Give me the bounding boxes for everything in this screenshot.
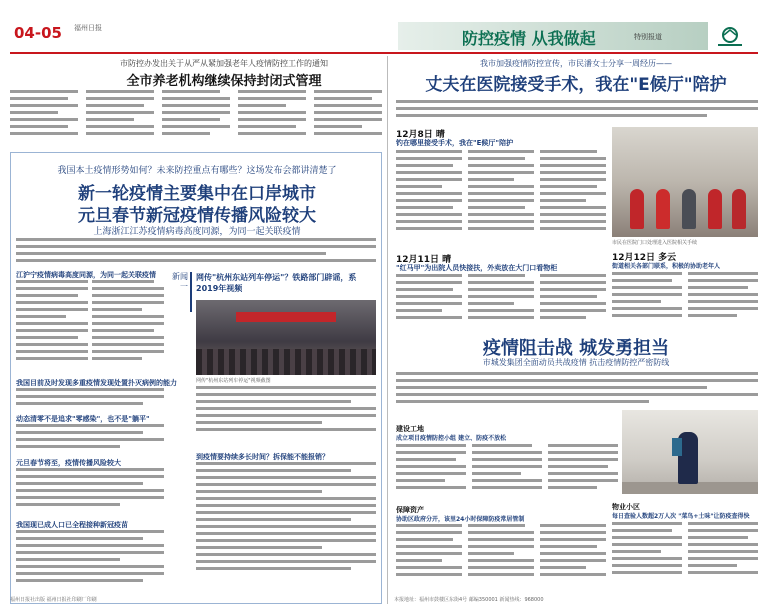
- article2-subhead-5: 我国现已成人口已全程接种新冠疫苗: [16, 521, 128, 529]
- article4-deck: 市城发集团全面动员共战疫情 抗击疫情防控严密防线: [482, 358, 670, 367]
- footer-right: 本报地址：福州市鼓楼区东街4号 邮编350001 新闻热线：968000: [394, 597, 544, 603]
- photo-question: [196, 272, 376, 302]
- station-photo-caption: 网传"杭州东站列车停运"视频截图: [196, 378, 271, 384]
- article4-section-b: 保障资产: [396, 506, 424, 514]
- article3-headline: 丈夫在医院接受手术，我在"E候厅"陪护: [425, 75, 727, 95]
- volunteers-photo: [612, 127, 758, 237]
- article2-body-3: [16, 424, 164, 456]
- volunteer-figure: [656, 189, 670, 229]
- article4-body-b: [396, 524, 606, 592]
- article4-section-a-sub: 成立项目疫情防控小组 建立、防疫不放松: [396, 435, 507, 442]
- article3-date-a: 12月8日 晴: [396, 130, 445, 140]
- spray-tank: [672, 438, 682, 456]
- article2-body-4: [16, 468, 164, 516]
- article2-kicker: 我国本土疫情形势如何？未来防控重点有哪些？这场发布会都讲清楚了: [57, 166, 337, 176]
- article4-section-c-sub: 每日查验人数超2万人次 "菜鸟+土味"让防疫查得快: [612, 513, 750, 520]
- article3-date-c: 12月12日 多云: [612, 253, 677, 263]
- article4-section-b-sub: 协助区政府分开，该里24小时保障防疫常居管制: [396, 516, 525, 523]
- article4-section-a: 建设工地: [396, 425, 424, 433]
- footer-left: 福州日报社出版 福州日报社印刷厂印刷: [10, 597, 97, 603]
- article2-subhead-2: 我国目前及时发现多重疫情发现处置扑灭病例的能力: [16, 379, 177, 387]
- article4-lead: [396, 372, 758, 408]
- publication-name: 福州日报: [74, 24, 102, 32]
- article2-body-5: [16, 530, 164, 594]
- article3-date-c-sub: 街道相关各部门联系，积极的协助老年人: [612, 263, 721, 270]
- article2-lead: [16, 238, 376, 266]
- special-report-label: 特别报道: [634, 33, 662, 41]
- article4-section-c: 物业小区: [612, 503, 640, 511]
- article1-body: [10, 90, 382, 146]
- article3-date-a-sub: 钓在哪里接受手术，我在"E候厅"陪护: [396, 139, 514, 147]
- article2-col2-body: [92, 280, 164, 372]
- article3-lead: [396, 100, 758, 124]
- article1-kicker: 市防控办发出关于从严从紧加强老年人疫情防控工作的通知: [120, 59, 328, 68]
- station-sign: [236, 312, 336, 322]
- article2-right-body-2: [196, 462, 376, 594]
- article2-subhead-1: 江沪宁疫情病毒高度同源，为同一起关联疫情: [16, 271, 156, 279]
- header-rule: [10, 52, 758, 54]
- disinfection-photo: [622, 410, 758, 494]
- article4-body-a: [396, 444, 618, 500]
- article2-body-2: [16, 388, 164, 412]
- article4-body-c: [612, 522, 758, 592]
- article2-subhead-3: 动态清零不是追求"零感染"，也不是"躺平": [16, 415, 150, 423]
- article3-body-a: [396, 150, 606, 246]
- article3-body-b: [396, 274, 606, 326]
- article3-date-b-sub: "红马甲"为出院人员快接扶，外卖放在大门口看物柜: [396, 264, 558, 272]
- news-tag: 新闻一: [168, 272, 192, 312]
- article2-headline-line1: 新一轮疫情主要集中在口岸城市: [78, 184, 316, 204]
- article3-date-b: 12月11日 晴: [396, 255, 452, 265]
- section-logo-icon: [710, 26, 750, 48]
- station-photo: [196, 300, 376, 375]
- article2-headline-line2: 元旦春节新冠疫情传播风险较大: [78, 206, 316, 226]
- article2-deck: 上海浙江江苏疫情病毒高度同源，为同一起关联疫情: [93, 227, 301, 237]
- volunteer-figure: [732, 189, 746, 229]
- article2-sub-question: 到疫情要持续多长时间？拆保能不能报销？: [196, 453, 329, 461]
- volunteers-photo-caption: 市民在医院门口处理进入医院相关手续: [612, 240, 698, 246]
- article4-headline: 疫情阻击战 城发勇担当: [482, 338, 670, 359]
- photo-question-title: 网传"杭州东站列车停运"？铁路部门辟谣，系2019年视频: [196, 273, 357, 293]
- article3-kicker: 我市加强疫情防控宣传，市民潘女士分享一周经历——: [480, 59, 672, 68]
- volunteer-figure: [708, 189, 722, 229]
- page-header: [10, 22, 758, 52]
- article2-right-body: [196, 386, 376, 446]
- section-title: 防控疫情 从我做起: [462, 29, 596, 48]
- person-figure: [682, 189, 696, 229]
- page-divider: [387, 56, 388, 604]
- article1-headline: 全市养老机构继续保持封闭式管理: [126, 74, 322, 89]
- volunteer-figure: [630, 189, 644, 229]
- station-crowd: [196, 349, 376, 375]
- article2-subhead-4: 元旦春节将至，疫情传播风险较大: [16, 459, 121, 467]
- article3-body-c: [612, 272, 758, 328]
- article2-col1-body: [16, 280, 88, 372]
- page-numbers: 04-05: [14, 24, 62, 42]
